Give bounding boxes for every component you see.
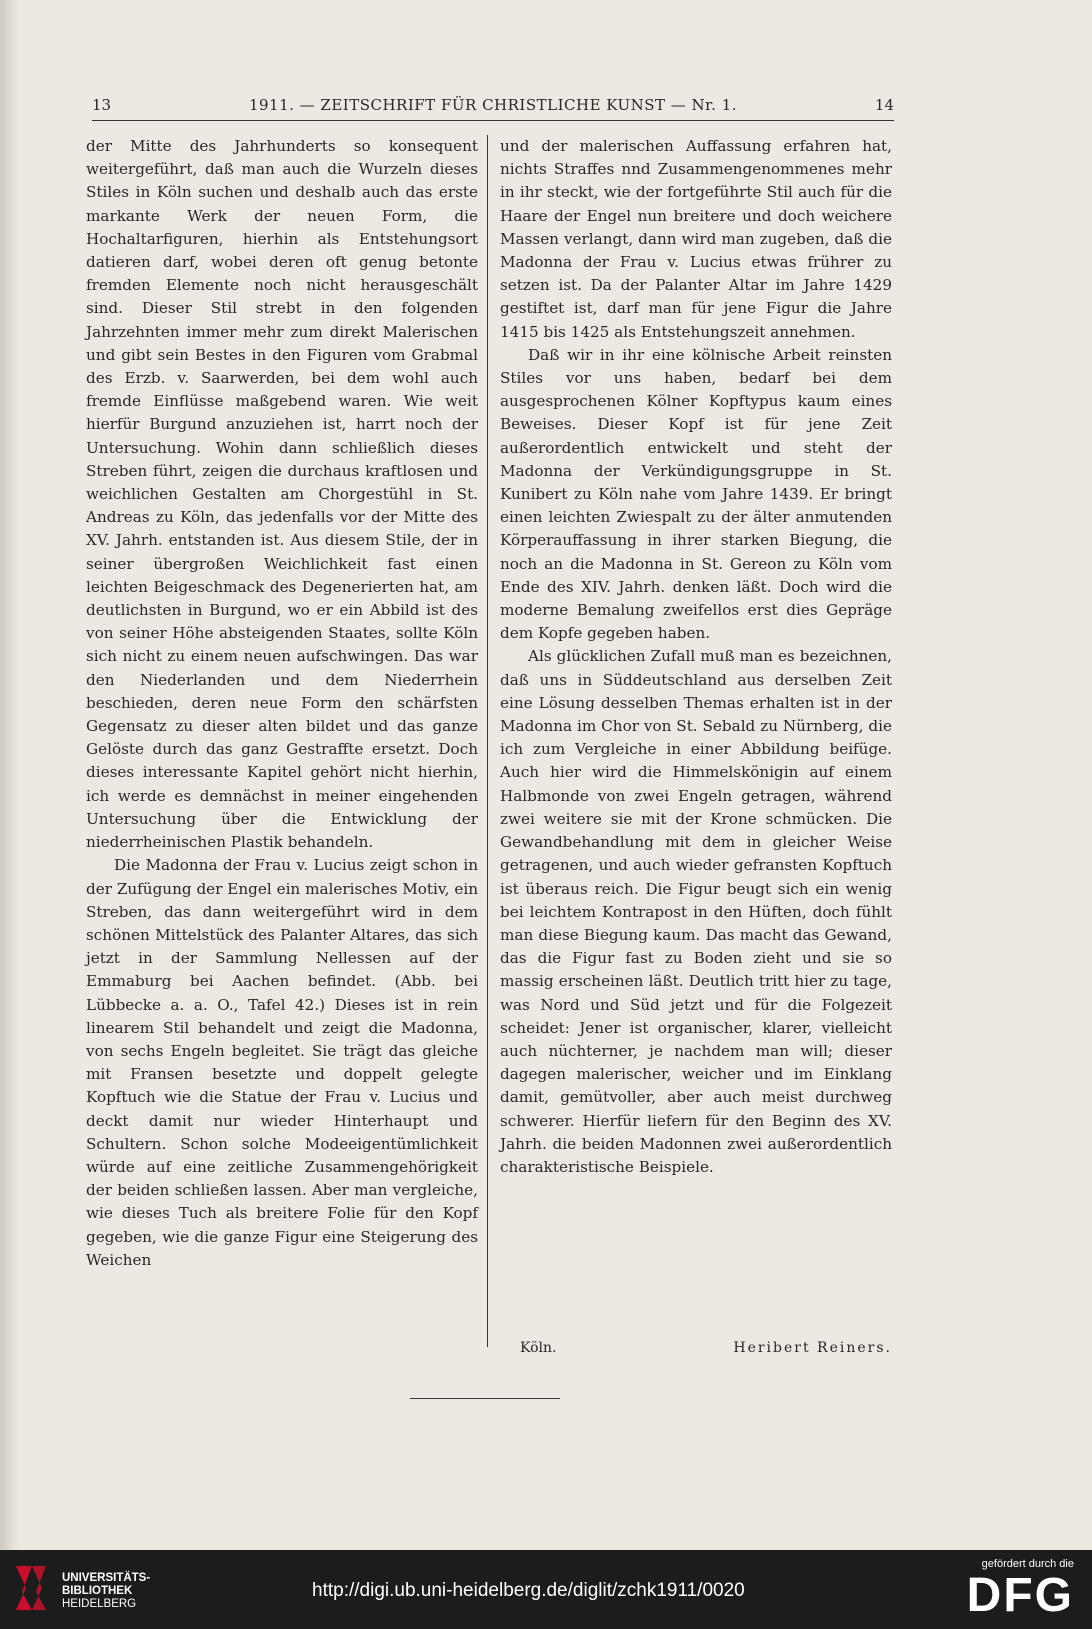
paragraph: Als glücklichen Zufall muß man es bezeichnen, daß uns in Süddeutschland aus derselben Zeit eine Lösung desselben Themas erhalten ist in der Madonna im Chor von St. Sebald zu Nürnberg, die ich zum Vergleiche in einer Abbildung beifüge. Auch hier wird die Himmelskönigin auf einem Halbmonde von zwei Engeln getragen, während zwei weitere sie mit der Krone schmücken. Die Gewandbehandlung mit dem in gleicher Weise getragenen, und auch wieder gefransten Kopftuch ist überaus reich. Die Figur beugt sich ein wenig bei leichtem Kontrapost in den Hüften, doch fühlt man diese Biegung kaum. Das macht das Gewand, das die Figur fast zu Boden zieht und sie so massig erscheinen läßt. Deutlich tritt hier zu tage, was Nord und Süd jetzt und für die Folgezeit scheidet: Jener ist organischer, klarer, vielleicht auch nüchterner, je nachdem man will; dieser dagegen malerischer, weicher und im Einklang damit, gemütvoller, aber auch meist durchweg schwerer. Hierfür liefern für den Beginn des XV. Jahrh. die beiden Madonnen zwei außerordentlich charakteristische Beispiele. — [500, 647, 892, 1176]
paragraph: Daß wir in ihr eine kölnische Arbeit reinsten Stiles vor uns haben, bedarf bei dem ausgesprochenen Kölner Kopftypus kaum eines Beweises. Dieser Kopf ist für jene Zeit außerordentlich entwickelt und steht der Madonna der Verkündigungsgruppe in St. Kunibert zu Köln nahe vom Jahre 1439. Er bringt einen leichten Zwiespalt zu der älter anmutenden Körperauffassung in ihrer starken Biegung, die noch an die Madonna in St. Gereon zu Köln vom Ende des XIV. Jahrh. denken läßt. Doch wird die moderne Bemalung zweifellos erst dies Gepräge dem Kopfe gegeben haben. — [500, 345, 892, 643]
paragraph: und der malerischen Auffassung erfahren hat, nichts Straffes nnd Zusammengenommenes mehr in ihr steckt, wie der fortgeführte Stil auch für die Haare der Engel nun breitere und doch weichere Massen verlangt, dann wird man zugeben, daß die Madonna der Frau v. Lucius etwas frührer zu setzen ist. Da der Palanter Altar im Jahre 1429 gestiftet ist, darf man für jene Figur die Jahre 1415 bis 1425 als Entstehungszeit annehmen. — [500, 137, 892, 341]
running-header — [92, 96, 894, 121]
journal-title: 1911. — ZEITSCHRIFT FÜR CHRISTLICHE KUNST — Nr. 1. — [248, 96, 738, 114]
library-name[interactable] — [62, 1572, 150, 1611]
page-number-left: 13 — [92, 96, 112, 114]
dfg-logo: DFG — [966, 1569, 1074, 1622]
library-name-line: HEIDELBERG — [62, 1598, 137, 1610]
page-edge-shadow — [0, 0, 18, 1550]
permalink-url[interactable]: http://digi.ub.uni-heidelberg.de/diglit/zchk1911/0020 — [312, 1580, 745, 1601]
paragraph: der Mitte des Jahrhunderts so konsequent weitergeführt, daß man auch die Wurzeln dieses Stiles in Köln suchen und deshalb auch das erste markante Werk der neuen Form, die Hochaltarfiguren, hierhin als Entstehungsort datieren darf, wobei deren oft genug betonte fremden Elemente noch nicht herausgeschält sind. Dieser Stil strebt in den folgenden Jahrzehnten immer mehr zum direkt Malerischen und gibt sein Bestes in den Figuren vom Grabmal des Erzb. v. Saarwerden, bei dem wohl auch fremde Einflüsse maßgebend waren. Wie weit hierfür Burgund anzuziehen ist, harrt noch der Untersuchung. Wohin dann schließlich dieses Streben führt, zeigen die durchaus kraftlosen und weichlichen Gestalten am Chorgestühl in St. Andreas zu Köln, das jedenfalls vor der Mitte des XV. Jahrh. entstanden ist. Aus diesem Stile, der in seiner übergroßen Weichlichkeit fast einen leichten Beigeschmack des Degenerierten hat, am deutlichsten in Burgund, wo er ein Abbild ist des von seiner Höhe absteigenden Staates, sollte Köln sich nicht zu einem neuen aufschwingen. Das war den Niederlanden und dem Niederrhein beschieden, deren neue Form den schärfsten Gegensatz zu dieser alten bildet und das ganze Gelöste durch das ganz Gestraffte ersetzt. Doch dieses interessante Kapitel gehört nicht hierhin, ich werde es demnächst in meiner eingehenden Untersuchung über die Entwicklung der niederrheinischen Plastik behandeln. — [86, 137, 478, 852]
funder-block[interactable] — [967, 1558, 1074, 1622]
column-divider — [487, 135, 488, 1347]
signature-author: Heribert Reiners. — [733, 1340, 892, 1356]
page-number-right: 14 — [874, 96, 894, 114]
signature-place: Köln. — [520, 1340, 557, 1356]
left-column — [86, 135, 478, 1272]
right-column — [500, 135, 892, 1179]
paragraph: Die Madonna der Frau v. Lucius zeigt schon in der Zufügung der Engel ein malerisches Motiv, ein Streben, das dann weitergeführt wird in dem schönen Mittelstück des Palanter Altares, das sich jetzt in der Sammlung Nellessen auf der Emmaburg bei Aachen befindet. (Abb. bei Lübbecke a. a. O., Tafel 42.) Dieses ist in rein linearem Stil behandelt und zeigt die Madonna, von sechs Engeln begleitet. Sie trägt das gleiche mit Fransen besetzte und doppelt gelegte Kopftuch wie die Statue der Frau v. Lucius und deckt damit nur wieder Hinterhaupt und Schultern. Schon solche Modeeigentümlichkeit würde auf eine zeitliche Zusammengehörigkeit der beiden schließen lassen. Aber man vergleiche, wie dieses Tuch als breitere Folie für den Kopf gegeben, wie die ganze Figur eine Steigerung des Weichen — [86, 856, 478, 1269]
library-name-line: BIBLIOTHEK — [62, 1585, 133, 1597]
footnote-rule — [410, 1398, 560, 1399]
funded-by-label: gefördert durch die — [981, 1558, 1074, 1570]
library-name-line: UNIVERSITÄTS- — [62, 1572, 151, 1584]
university-library-logo-icon[interactable] — [12, 1562, 48, 1614]
